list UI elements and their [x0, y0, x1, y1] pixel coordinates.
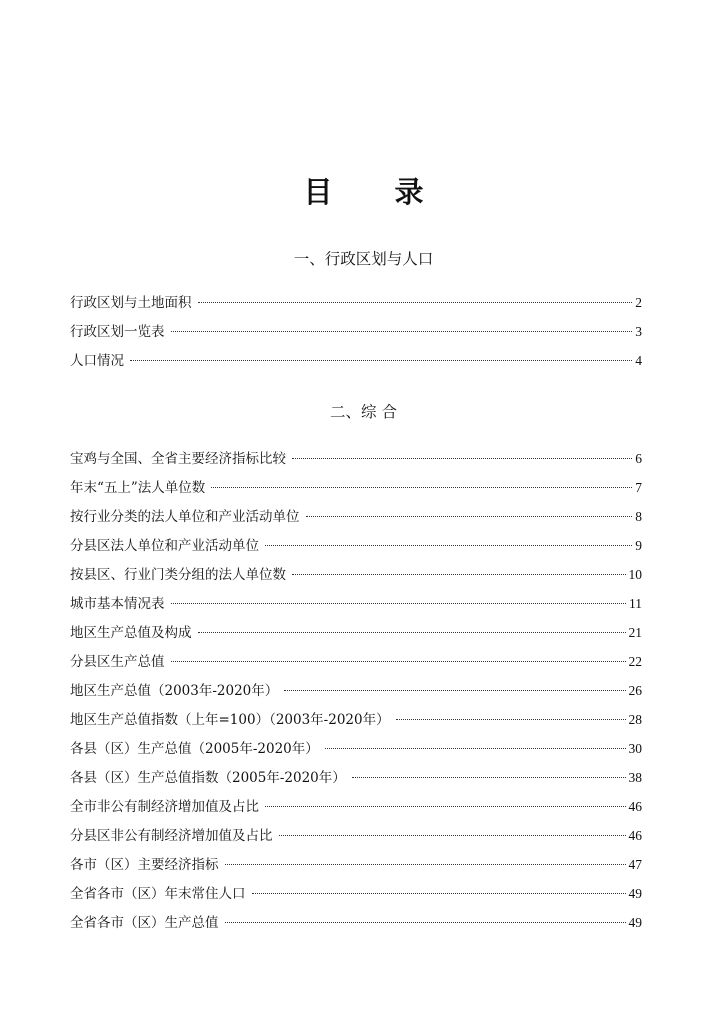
section-heading-1: 一、行政区划与人口 [293, 250, 434, 268]
toc-entry-page: 28 [628, 712, 642, 727]
dot-leader [279, 835, 626, 836]
toc-entry-page: 38 [628, 770, 642, 785]
dot-leader [171, 603, 627, 604]
toc-entry[interactable] [70, 450, 642, 479]
dot-leader [171, 661, 626, 662]
page-title: 目 录 [303, 175, 450, 209]
toc-entry[interactable] [70, 856, 642, 885]
dot-leader [198, 632, 626, 633]
toc-entry[interactable] [70, 624, 642, 653]
toc-entry[interactable] [70, 294, 642, 323]
toc-entry-page: 49 [628, 886, 642, 901]
dot-leader [198, 302, 633, 303]
dot-leader [225, 864, 626, 865]
toc-entry-label: 年末“五上”法人单位数 [70, 480, 206, 496]
toc-entry-label: 地区生产总值及构成 [70, 625, 192, 641]
toc-entry[interactable] [70, 885, 642, 914]
toc-entry-label: 按行业分类的法人单位和产业活动单位 [70, 509, 300, 525]
toc-entry-page: 11 [629, 596, 642, 611]
dot-leader [171, 331, 633, 332]
toc-entry-page: 10 [628, 567, 642, 582]
toc-entry-label: 按县区、行业门类分组的法人单位数 [70, 567, 286, 583]
toc-entry[interactable] [70, 508, 642, 537]
toc-entry[interactable] [70, 323, 642, 352]
toc-entry-label: 行政区划一览表 [70, 324, 165, 340]
toc-entry[interactable] [70, 740, 642, 769]
dot-leader [130, 360, 632, 361]
toc-entry-page: 2 [635, 295, 642, 310]
toc-entry-label: 地区生产总值（2003年-2020年） [70, 683, 279, 699]
dot-leader [292, 458, 632, 459]
dot-leader [225, 922, 626, 923]
toc-entry[interactable] [70, 352, 642, 381]
toc-entry-label: 宝鸡与全国、全省主要经济指标比较 [70, 451, 286, 467]
dot-leader [352, 777, 626, 778]
toc-entry-label: 各县（区）生产总值指数（2005年-2020年） [70, 770, 346, 786]
toc-entry-page: 3 [635, 324, 642, 339]
toc-entry-page: 7 [635, 480, 642, 495]
dot-leader [211, 487, 632, 488]
toc-entry-label: 分县区法人单位和产业活动单位 [70, 538, 259, 554]
toc-list-section-1 [70, 294, 642, 381]
toc-entry-page: 47 [628, 857, 642, 872]
toc-entry-page: 9 [635, 538, 642, 553]
toc-entry-label: 全省各市（区）年末常住人口 [70, 886, 246, 902]
section-heading-2: 二、综 合 [330, 403, 397, 421]
toc-entry[interactable] [70, 914, 642, 943]
toc-entry-page: 6 [635, 451, 642, 466]
dot-leader [292, 574, 626, 575]
toc-entry-page: 46 [628, 799, 642, 814]
toc-entry[interactable] [70, 653, 642, 682]
toc-entry-label: 全省各市（区）生产总值 [70, 915, 219, 931]
toc-entry[interactable] [70, 711, 642, 740]
toc-entry[interactable] [70, 566, 642, 595]
dot-leader [284, 690, 625, 691]
toc-entry[interactable] [70, 682, 642, 711]
toc-entry-label: 人口情况 [70, 353, 124, 369]
dot-leader [252, 893, 626, 894]
toc-entry-page: 21 [628, 625, 642, 640]
dot-leader [396, 719, 626, 720]
toc-entry[interactable] [70, 479, 642, 508]
toc-entry-page: 46 [628, 828, 642, 843]
toc-entry[interactable] [70, 537, 642, 566]
toc-entry-label: 分县区非公有制经济增加值及占比 [70, 828, 273, 844]
toc-entry[interactable] [70, 769, 642, 798]
dot-leader [325, 748, 626, 749]
toc-entry-label: 各县（区）生产总值（2005年-2020年） [70, 741, 319, 757]
toc-entry-page: 4 [635, 353, 642, 368]
toc-entry[interactable] [70, 798, 642, 827]
toc-entry-page: 49 [628, 915, 642, 930]
toc-entry-label: 各市（区）主要经济指标 [70, 857, 219, 873]
toc-entry-page: 26 [628, 683, 642, 698]
toc-entry-label: 行政区划与土地面积 [70, 295, 192, 311]
toc-entry-label: 分县区生产总值 [70, 654, 165, 670]
toc-entry-label: 全市非公有制经济增加值及占比 [70, 799, 259, 815]
toc-entry-page: 30 [628, 741, 642, 756]
toc-entry-page: 8 [635, 509, 642, 524]
toc-list-section-2 [70, 450, 642, 943]
toc-entry[interactable] [70, 827, 642, 856]
toc-entry[interactable] [70, 595, 642, 624]
toc-entry-page: 22 [628, 654, 642, 669]
dot-leader [306, 516, 633, 517]
dot-leader [265, 545, 632, 546]
toc-entry-label: 地区生产总值指数（上年=100）（2003年-2020年） [70, 712, 390, 728]
toc-entry-label: 城市基本情况表 [70, 596, 165, 612]
dot-leader [265, 806, 626, 807]
